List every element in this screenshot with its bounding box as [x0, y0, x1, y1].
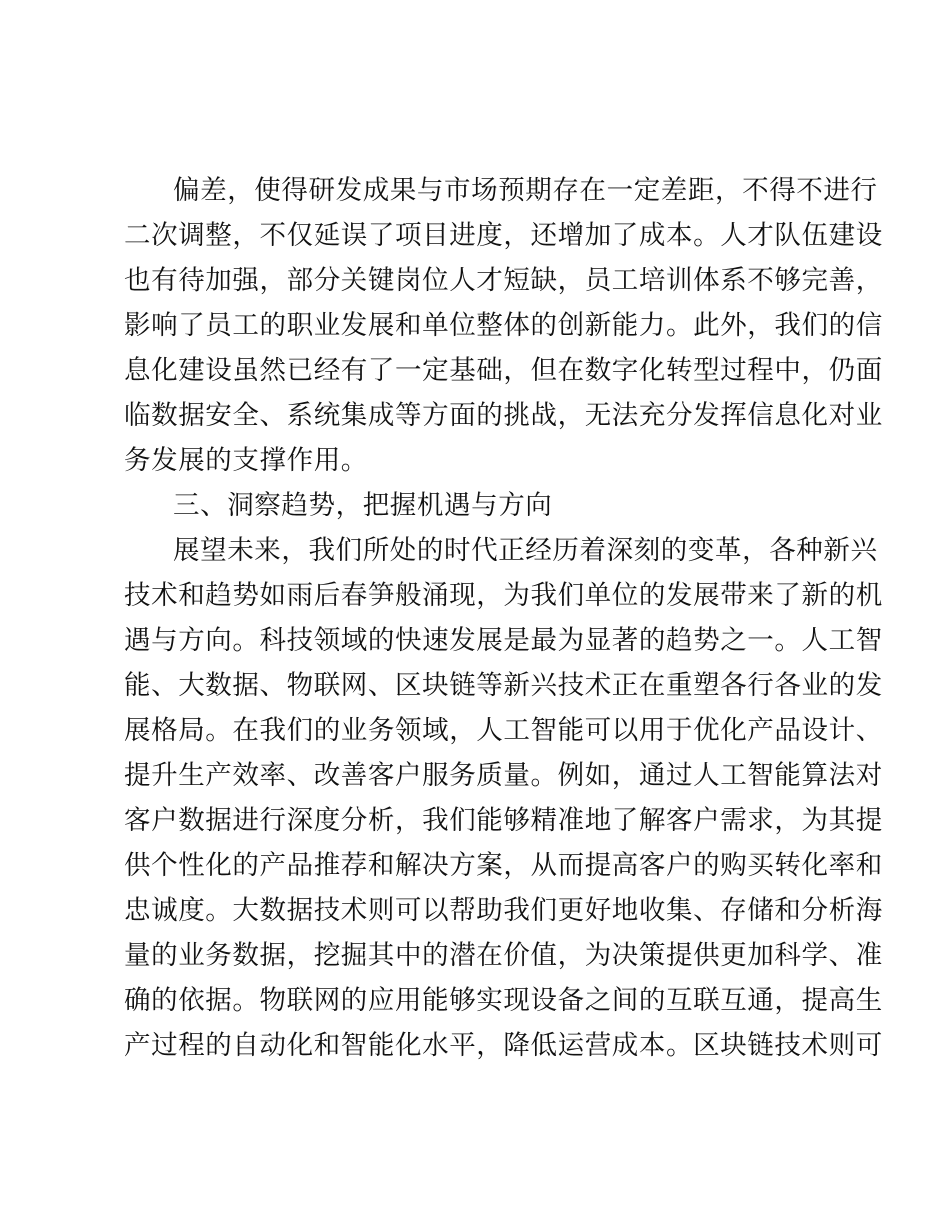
section-heading: 三、洞察趋势，把握机遇与方向: [173, 490, 553, 521]
paragraph-line: 临数据安全、系统集成等方面的挑战，无法充分发挥信息化对业: [124, 400, 883, 431]
paragraph-line: 也有待加强，部分关键岗位人才短缺，员工培训体系不够完善，: [124, 265, 883, 296]
paragraph-line: 产过程的自动化和智能化水平，降低运营成本。区块链技术则可: [124, 1030, 883, 1061]
paragraph-2: [124, 528, 883, 1068]
paragraph-line: 遇与方向。科技领域的快速发展是最为显著的趋势之一。人工智: [124, 625, 883, 656]
paragraph-line: 务发展的支撑作用。: [124, 445, 368, 476]
paragraph-line: 能、大数据、物联网、区块链等新兴技术正在重塑各行各业的发: [124, 670, 883, 701]
paragraph-line: 技术和趋势如雨后春笋般涌现，为我们单位的发展带来了新的机: [124, 580, 883, 611]
paragraph-line: 忠诚度。大数据技术则可以帮助我们更好地收集、存储和分析海: [124, 895, 883, 926]
paragraph-line: 息化建设虽然已经有了一定基础，但在数字化转型过程中，仍面: [124, 355, 883, 386]
paragraph-line: 影响了员工的职业发展和单位整体的创新能力。此外，我们的信: [124, 310, 883, 341]
paragraph-line: 展格局。在我们的业务领域，人工智能可以用于优化产品设计、: [124, 715, 883, 746]
paragraph-1: [124, 168, 883, 483]
paragraph-line: 量的业务数据，挖掘其中的潜在价值，为决策提供更加科学、准: [124, 940, 883, 971]
paragraph-line: 供个性化的产品推荐和解决方案，从而提高客户的购买转化率和: [124, 850, 883, 881]
paragraph-line: 偏差，使得研发成果与市场预期存在一定差距，不得不进行: [173, 175, 878, 206]
document-body: [124, 168, 883, 1068]
paragraph-line: 客户数据进行深度分析，我们能够精准地了解客户需求，为其提: [124, 805, 883, 836]
paragraph-line: 展望未来，我们所处的时代正经历着深刻的变革，各种新兴: [173, 535, 878, 566]
paragraph-line: 二次调整，不仅延误了项目进度，还增加了成本。人才队伍建设: [124, 220, 883, 251]
paragraph-line: 确的依据。物联网的应用能够实现设备之间的互联互通，提高生: [124, 985, 883, 1016]
paragraph-line: 提升生产效率、改善客户服务质量。例如，通过人工智能算法对: [124, 760, 883, 791]
